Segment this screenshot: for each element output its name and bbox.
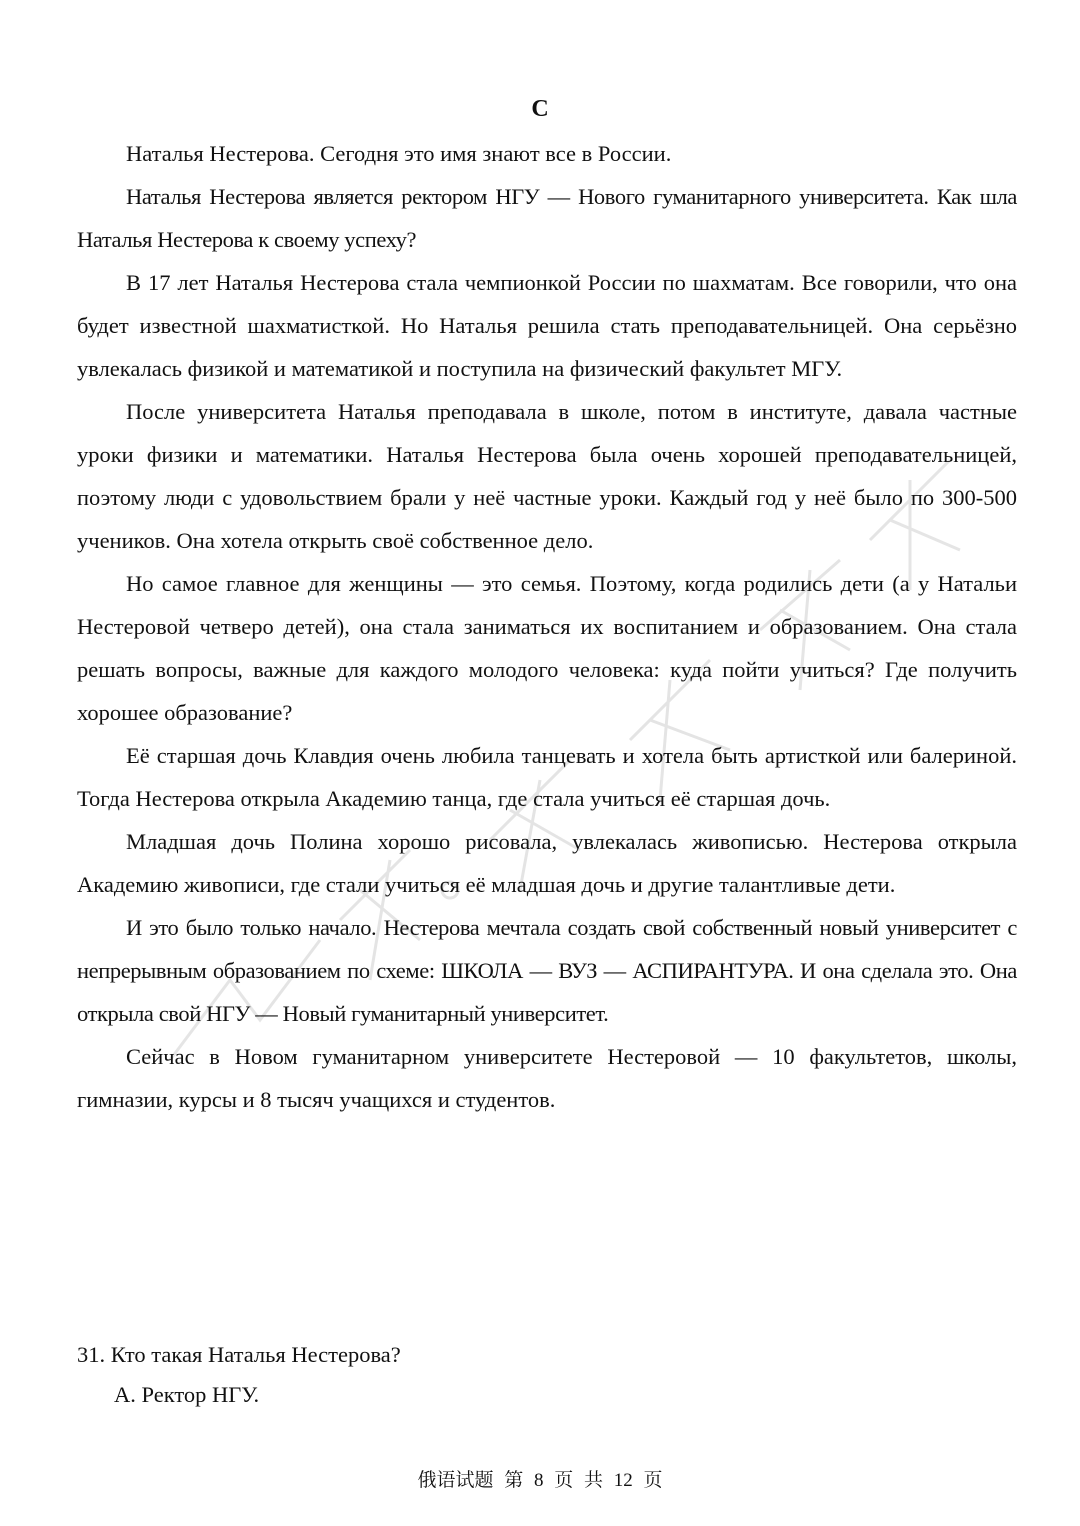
reading-passage [77,132,1017,1121]
answer-option-a: A. Ректор НГУ. [114,1382,260,1407]
passage-paragraph: В 17 лет Наталья Нестерова стала чемпионкой России по шахматам. Все говорили, что она будет известной шахматисткой. Но Наталья решила стать преподавательницей. Она серьёзно увлекалась физикой и математикой и поступила на физический факультет МГУ. [77,270,1017,381]
passage-paragraph: Наталья Нестерова. Сегодня это имя знают все в России. [126,141,672,166]
passage-paragraph: Наталья Нестерова является ректором НГУ — Нового гуманитарного университета. Как шла Наталья Нестерова к своему успеху? [77,184,1017,252]
passage-paragraph: Но самое главное для женщины — это семья. Поэтому, когда родились дети (а у Натальи Нестеровой четверо детей), она стала заниматься их воспитанием и образованием. Она стала решать вопросы, важные для каждого молодого человека: куда пойти учиться? Где получить хорошее образование? [77,571,1017,725]
passage-paragraph: После университета Наталья преподавала в школе, потом в институте, давала частные уроки физики и математики. Наталья Нестерова была очень хорошей преподавательницей, поэтому люди с удовольствием брали у неё частные уроки. Каждый год у неё было по 300-500 учеников. Она хотела открыть своё собственное дело. [77,399,1017,553]
section-letter: С [531,96,549,122]
question-title: 31. Кто такая Наталья Нестерова? [77,1342,401,1367]
passage-paragraph: Сейчас в Новом гуманитарном университете Нестеровой — 10 факультетов, школы, гимназии, курсы и 8 тысяч учащихся и студентов. [77,1044,1017,1112]
passage-paragraph: Её старшая дочь Клавдия очень любила танцевать и хотела быть артисткой или балериной. Тогда Нестерова открыла Академию танца, где стала учиться её старшая дочь. [77,743,1017,811]
question-31 [77,1335,1017,1415]
passage-paragraph: И это было только начало. Нестерова мечтала создать свой собственный новый университет с непрерывным образованием по схеме: ШКОЛА — ВУЗ — АСПИРАНТУРА. И она сделала это. Она открыла свой НГУ — Новый гуманитарный университет. [77,915,1017,1026]
passage-paragraph: Младшая дочь Полина хорошо рисовала, увлекалась живописью. Нестерова открыла Академию живописи, где стали учиться её младшая дочь и другие талантливые дети. [77,829,1017,897]
page-footer: 俄语试题 第 8 页 共 12 页 [417,1470,663,1491]
